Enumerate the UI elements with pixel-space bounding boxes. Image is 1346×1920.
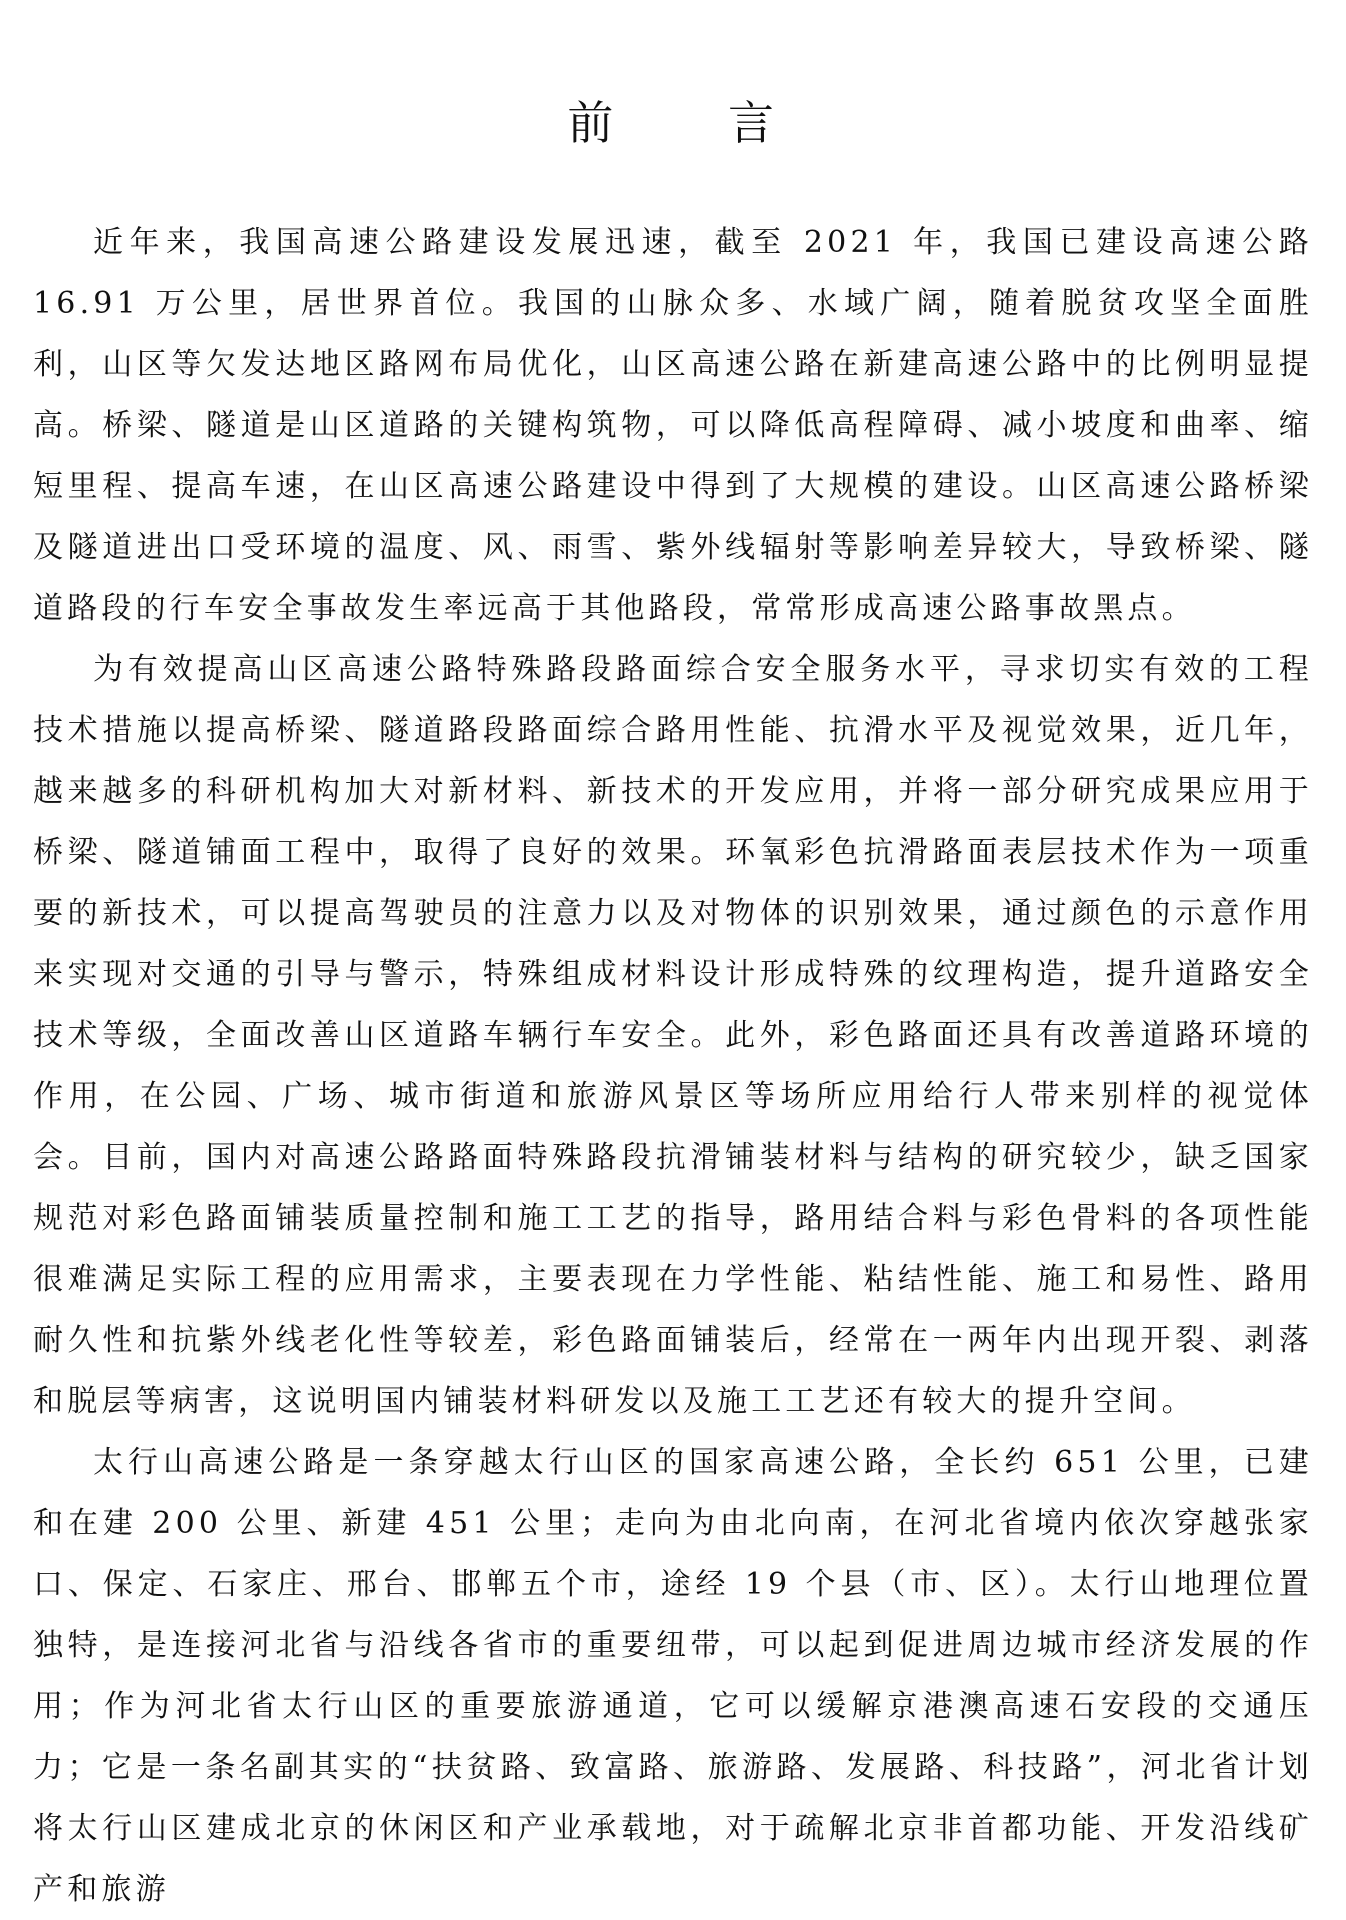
- paragraph-3: 太行山高速公路是一条穿越太行山区的国家高速公路，全长约 651 公里，已建和在建 200 公里、新建 451 公里；走向为由北向南，在河北省境内依次穿越张家口、保定、石家庄、邢台、邯郸五个市，途经 19 个县（市、区）。太行山地理位置独特，是连接河北省与沿线各省市的重要纽带，可以起到促进周边城市经济发展的作用；作为河北省太行山区的重要旅游通道，它可以缓解京港澳高速石安段的交通压力；它是一条名副其实的“扶贫路、致富路、旅游路、发展路、科技路”，河北省计划将太行山区建成北京的休闲区和产业承载地，对于疏解北京非首都功能、开发沿线矿产和旅游: [33, 1445, 1313, 1907]
- document-body: [33, 212, 1313, 1920]
- title-char-2: 言: [728, 96, 779, 150]
- page-title: [33, 88, 1313, 158]
- paragraph-2: 为有效提高山区高速公路特殊路段路面综合安全服务水平，寻求切实有效的工程技术措施以提高桥梁、隧道路段路面综合路用性能、抗滑水平及视觉效果，近几年，越来越多的科研机构加大对新材料、新技术的开发应用，并将一部分研究成果应用于桥梁、隧道铺面工程中，取得了良好的效果。环氧彩色抗滑路面表层技术作为一项重要的新技术，可以提高驾驶员的注意力以及对物体的识别效果，通过颜色的示意作用来实现对交通的引导与警示，特殊组成材料设计形成特殊的纹理构造，提升道路安全技术等级，全面改善山区道路车辆行车安全。此外，彩色路面还具有改善道路环境的作用，在公园、广场、城市街道和旅游风景区等场所应用给行人带来别样的视觉体会。目前，国内对高速公路路面特殊路段抗滑铺装材料与结构的研究较少，缺乏国家规范对彩色路面铺装质量控制和施工工艺的指导，路用结合料与彩色骨料的各项性能很难满足实际工程的应用需求，主要表现在力学性能、粘结性能、施工和易性、路用耐久性和抗紫外线老化性等较差，彩色路面铺装后，经常在一两年内出现开裂、剥落和脱层等病害，这说明国内铺装材料研发以及施工工艺还有较大的提升空间。: [33, 652, 1313, 1419]
- paragraph-1: 近年来，我国高速公路建设发展迅速，截至 2021 年，我国已建设高速公路 16.91 万公里，居世界首位。我国的山脉众多、水域广阔，随着脱贫攻坚全面胜利，山区等欠发达地区路网布局优化，山区高速公路在新建高速公路中的比例明显提高。桥梁、隧道是山区道路的关键构筑物，可以降低高程障碍、减小坡度和曲率、缩短里程、提高车速，在山区高速公路建设中得到了大规模的建设。山区高速公路桥梁及隧道进出口受环境的温度、风、雨雪、紫外线辐射等影响差异较大，导致桥梁、隧道路段的行车安全事故发生率远高于其他路段，常常形成高速公路事故黑点。: [33, 225, 1313, 626]
- title-char-1: 前: [567, 96, 618, 150]
